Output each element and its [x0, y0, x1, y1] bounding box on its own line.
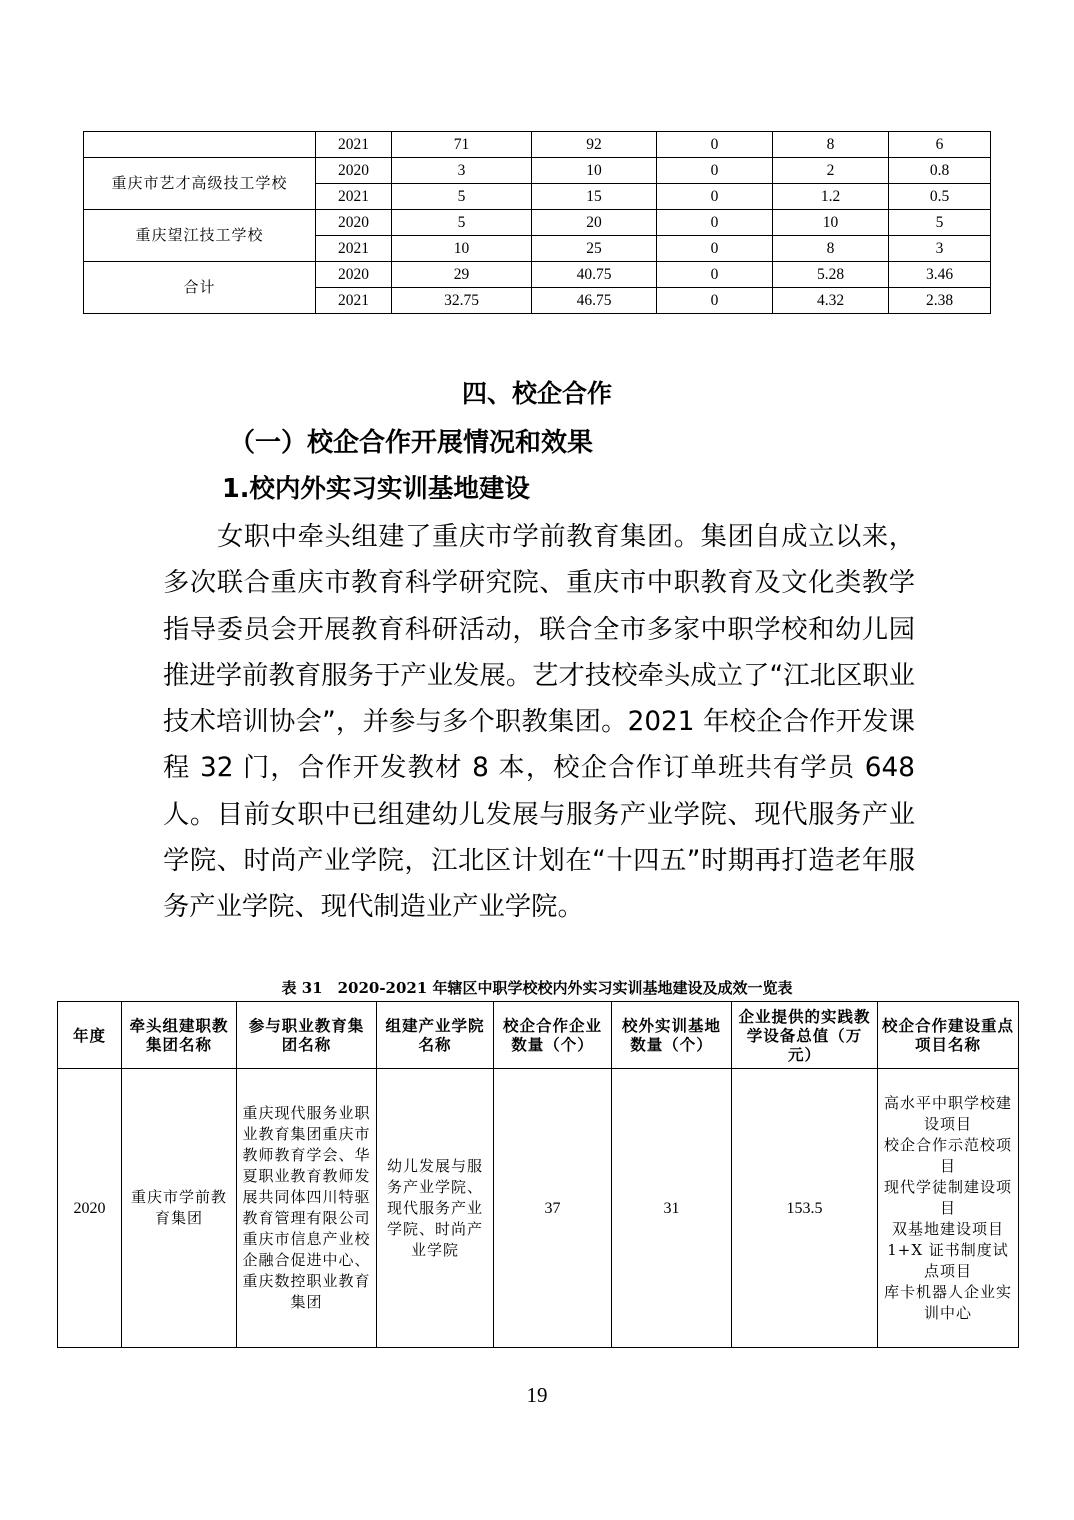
base-count-cell: 31 — [612, 1069, 732, 1348]
column-header: 校企合作企业数量（个） — [494, 1002, 612, 1069]
value-cell: 15 — [532, 184, 657, 210]
column-header: 校企合作建设重点项目名称 — [878, 1002, 1019, 1069]
value-cell: 32.75 — [392, 288, 532, 314]
training-base-table — [57, 1001, 1019, 1348]
column-header: 组建产业学院名称 — [377, 1002, 494, 1069]
value-cell: 0 — [657, 158, 773, 184]
key-project-item: 双基地建设项目 — [891, 1219, 1004, 1238]
column-header: 参与职业教育集团名称 — [237, 1002, 377, 1069]
value-cell: 0 — [657, 210, 773, 236]
year-cell: 2021 — [316, 288, 392, 314]
value-cell: 5 — [889, 210, 991, 236]
value-cell: 3 — [392, 158, 532, 184]
value-cell: 5 — [392, 210, 532, 236]
table-row — [84, 262, 991, 288]
value-cell: 6 — [889, 132, 991, 158]
year-cell: 2020 — [316, 210, 392, 236]
table-row — [84, 158, 991, 184]
year-cell: 2020 — [58, 1069, 122, 1348]
equipment-value-cell: 153.5 — [732, 1069, 878, 1348]
value-cell: 20 — [532, 210, 657, 236]
value-cell: 2 — [773, 158, 889, 184]
table-row — [84, 210, 991, 236]
year-cell: 2021 — [316, 236, 392, 262]
section-title: 四、校企合作 — [461, 379, 612, 408]
value-cell: 0.5 — [889, 184, 991, 210]
lead-group-cell: 重庆市学前教育集团 — [122, 1069, 237, 1348]
value-cell: 25 — [532, 236, 657, 262]
top-data-table — [83, 131, 991, 314]
table-caption: 表 31 2020-2021 年辖区中职学校校内外实习实训基地建设及成效一览表 — [281, 979, 793, 997]
value-cell: 10 — [532, 158, 657, 184]
value-cell: 8 — [773, 236, 889, 262]
school-cell: 重庆市艺才高级技工学校 — [84, 158, 316, 210]
value-cell: 10 — [392, 236, 532, 262]
key-project-item: 高水平中职学校建设项目 — [883, 1093, 1012, 1133]
total-label-cell: 合计 — [84, 262, 316, 314]
value-cell: 40.75 — [532, 262, 657, 288]
table-row — [84, 132, 991, 158]
value-cell: 5.28 — [773, 262, 889, 288]
value-cell: 0 — [657, 236, 773, 262]
value-cell: 5 — [392, 184, 532, 210]
school-cell: 重庆望江技工学校 — [84, 210, 316, 262]
column-header: 校外实训基地数量（个） — [612, 1002, 732, 1069]
value-cell: 4.32 — [773, 288, 889, 314]
value-cell: 0 — [657, 132, 773, 158]
column-header: 牵头组建职教集团名称 — [122, 1002, 237, 1069]
industry-colleges-cell: 幼儿发展与服务产业学院、现代服务产业学院、时尚产业学院 — [377, 1069, 494, 1348]
body-paragraph: 女职中牵头组建了重庆市学前教育集团。集团自成立以来，多次联合重庆市教育科学研究院、重庆市中职教育及文化类教学指导委员会开展教育科研活动，联合全市多家中职学校和幼儿园推进学前教育服务于产业发展。艺才技校牵头成立了“江北区职业技术培训协会”，并参与多个职教集团。2021 年校企合作开发课程 32 门，合作开发教材 8 本，校企合作订单班共有学员 648 人。目前女职中已组建幼儿发展与服务产业学院、现代服务产业学院、时尚产业学院，江北区计划在“十四五”时期再打造老年服务产业学院、现代制造业产业学院。 — [163, 522, 915, 923]
year-cell: 2020 — [316, 158, 392, 184]
enterprise-count-cell: 37 — [494, 1069, 612, 1348]
value-cell: 0 — [657, 184, 773, 210]
value-cell: 71 — [392, 132, 532, 158]
value-cell: 46.75 — [532, 288, 657, 314]
value-cell: 2.38 — [889, 288, 991, 314]
column-header: 年度 — [58, 1002, 122, 1069]
column-header: 企业提供的实践教学设备总值（万元） — [732, 1002, 878, 1069]
subsection-title: （一）校企合作开展情况和效果 — [229, 428, 594, 458]
year-cell: 2020 — [316, 262, 392, 288]
participating-groups-cell: 重庆现代服务业职业教育集团重庆市教师教育学会、华夏职业教育教师发展共同体四川特驱教育管理有限公司重庆市信息产业校企融合促进中心、重庆数控职业教育集团 — [237, 1069, 377, 1348]
key-project-item: 现代学徒制建设项目 — [883, 1177, 1012, 1217]
year-cell: 2021 — [316, 132, 392, 158]
key-project-item: 校企合作示范校项目 — [883, 1135, 1012, 1175]
year-cell: 2021 — [316, 184, 392, 210]
value-cell: 0.8 — [889, 158, 991, 184]
value-cell: 3 — [889, 236, 991, 262]
value-cell: 92 — [532, 132, 657, 158]
table-row — [58, 1069, 1019, 1348]
key-project-item: 库卡机器人企业实训中心 — [883, 1282, 1012, 1322]
key-project-item: 1+X 证书制度试点项目 — [887, 1240, 1009, 1280]
value-cell: 10 — [773, 210, 889, 236]
value-cell: 0 — [657, 262, 773, 288]
value-cell: 3.46 — [889, 262, 991, 288]
school-cell — [84, 132, 316, 158]
value-cell: 1.2 — [773, 184, 889, 210]
value-cell: 0 — [657, 288, 773, 314]
subsubsection-title: 1.校内外实习实训基地建设 — [222, 474, 530, 504]
page-number: 19 — [526, 1383, 548, 1407]
value-cell: 29 — [392, 262, 532, 288]
key-projects-cell — [878, 1069, 1019, 1348]
table-header-row — [58, 1002, 1019, 1069]
value-cell: 8 — [773, 132, 889, 158]
